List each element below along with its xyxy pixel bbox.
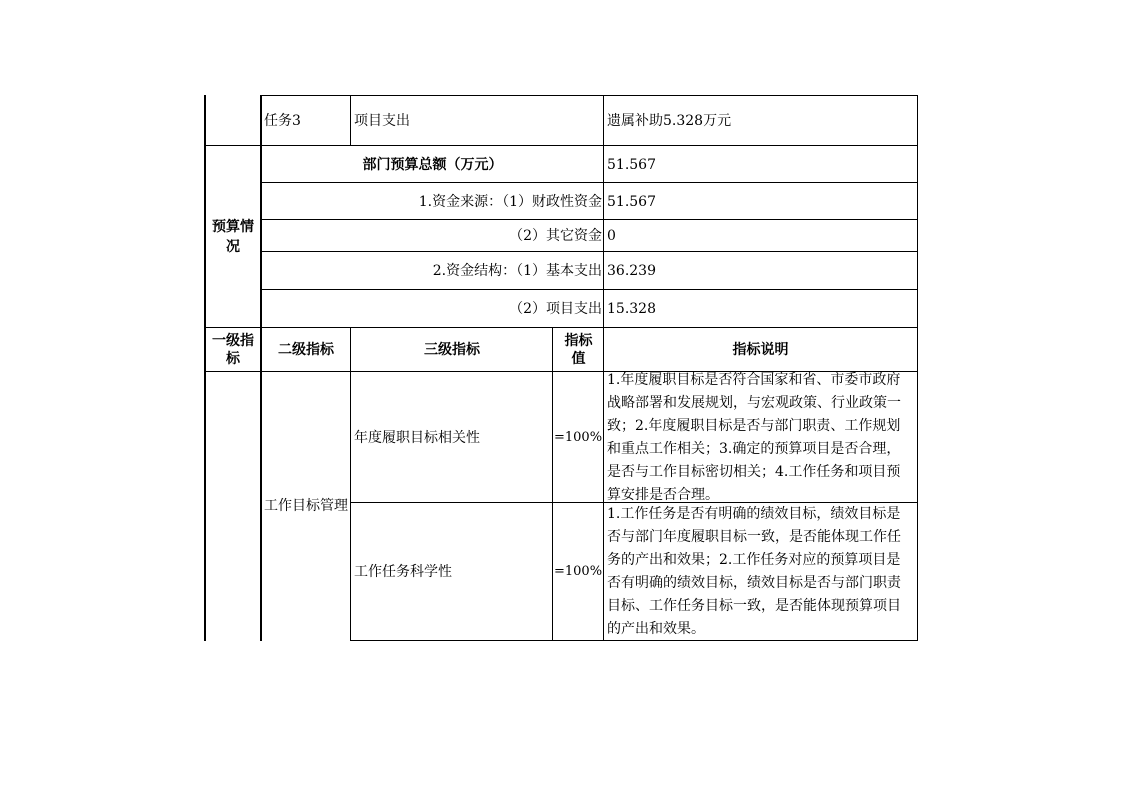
task3-type: 项目支出: [354, 113, 410, 129]
task3-label: 任务3: [264, 113, 301, 129]
budget-source1-label: 1.资金来源：（1）财政性资金: [418, 193, 602, 210]
budget-total-label: 部门预算总额（万元）: [362, 156, 503, 173]
budget-source2-value: 0: [607, 228, 616, 244]
header-level1: 一级指标: [212, 333, 254, 367]
header-value: 指标值: [564, 333, 593, 367]
grid-line: [205, 145, 918, 146]
desc-row-2: 1.工作任务是否有明确的绩效目标，绩效目标是否与部门年度履职目标一致，是否能体现工作任务的产出和效果；2.工作任务对应的预算项目是否有明确的绩效目标，绩效目标是否与部门职责目标、工作任务目标一致，是否能体现预算项目的产出和效果。: [607, 505, 901, 637]
header-level2: 二级指标: [278, 342, 334, 358]
grid-line: [917, 95, 918, 641]
header-level3: 三级指标: [424, 342, 480, 358]
level2-work-goal: 工作目标管理: [264, 498, 348, 514]
budget-source1-value: 51.567: [607, 193, 656, 210]
grid-line: [260, 145, 262, 641]
grid-line: [261, 182, 918, 183]
grid-line: [261, 219, 918, 220]
budget-struct2-value: 15.328: [607, 301, 656, 317]
grid-line: [204, 95, 206, 641]
header-desc: 指标说明: [732, 342, 789, 358]
grid-line: [205, 371, 918, 372]
value-row-2: =100%: [554, 563, 603, 579]
grid-line: [260, 95, 262, 146]
grid-line: [350, 327, 351, 641]
budget-source2-label: （2）其它资金: [509, 228, 602, 244]
budget-section-label: 预算情况: [212, 219, 254, 255]
budget-struct1-label: 2.资金结构：（1）基本支出: [432, 263, 602, 279]
level3-row-2: 工作任务科学性: [354, 563, 452, 580]
grid-line: [350, 95, 351, 146]
level3-row-1: 年度履职目标相关性: [354, 429, 480, 446]
grid-line: [351, 640, 918, 641]
grid-line: [261, 95, 918, 96]
grid-line: [603, 95, 604, 641]
task3-desc: 遗属补助5.328万元: [607, 113, 732, 129]
budget-struct1-value: 36.239: [607, 263, 656, 279]
grid-line: [261, 289, 918, 290]
desc-row-1: 1.年度履职目标是否符合国家和省、市委市政府战略部署和发展规划，与宏观政策、行业政策一致；2.年度履职目标是否与部门职责、工作规划和重点工作相关；3.确定的预算项目是否合理，是否与工作目标密切相关；4.工作任务和项目预算安排是否合理。: [607, 372, 901, 503]
grid-line: [351, 502, 918, 503]
grid-line: [205, 327, 918, 328]
budget-total-value: 51.567: [607, 156, 656, 173]
budget-struct2-label: （2）项目支出: [509, 301, 602, 317]
grid-line: [261, 251, 918, 252]
grid-line: [552, 327, 553, 641]
value-row-1: =100%: [554, 429, 603, 445]
